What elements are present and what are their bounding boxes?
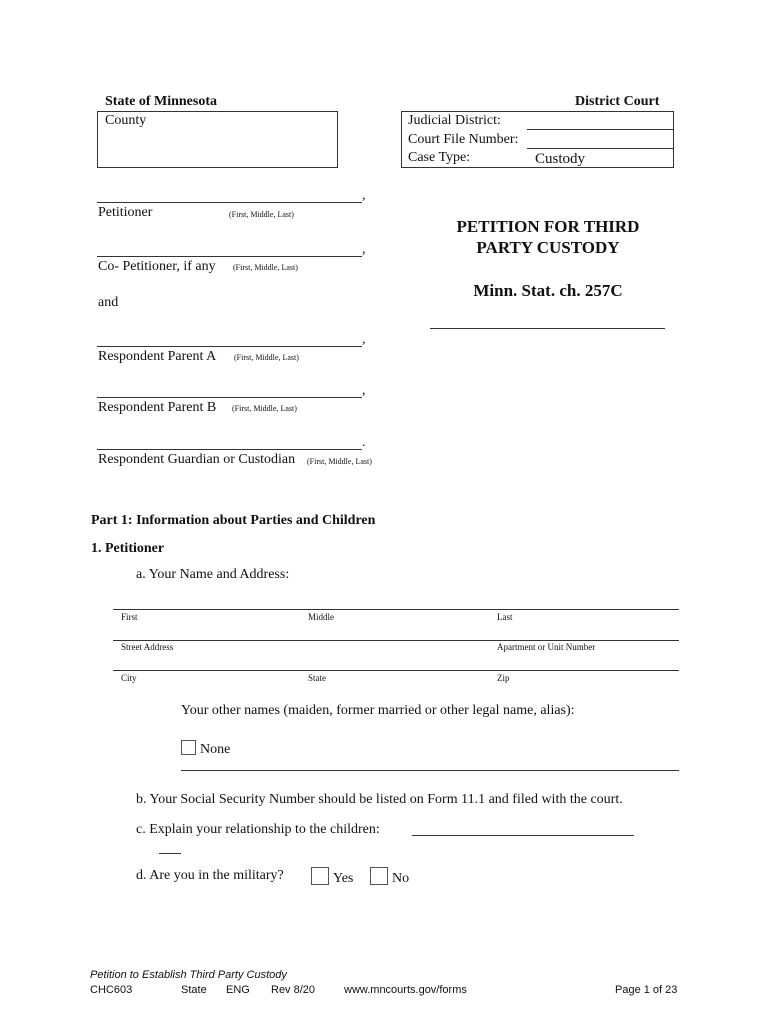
street-address-field[interactable]: Street Address [121,642,174,652]
military-yes-option[interactable] [311,867,353,887]
footer-rev: Rev 8/20 [271,984,316,996]
county-label: County [105,113,147,128]
footer-form-title: Petition to Establish Third Party Custody [90,969,287,981]
military-no-option[interactable] [370,867,409,887]
state-field[interactable]: State [308,673,326,683]
footer-url[interactable]: www.mncourts.gov/forms [344,984,467,996]
part1-heading: Part 1: Information about Parties and Children [91,513,376,528]
petitioner-label: Petitioner [98,205,153,220]
petitioner-name-line[interactable] [97,202,362,203]
guardian-name-line[interactable] [97,449,362,450]
military-no-checkbox[interactable] [370,867,388,885]
address-rule-2 [113,640,679,641]
relationship-label: c. Explain your relationship to the children: [136,822,380,837]
none-checkbox[interactable] [181,740,196,755]
petitioner-section-heading: 1. Petitioner [91,541,165,556]
ssn-text: b. Your Social Security Number should be listed on Form 11.1 and filed with the court. [136,792,623,807]
military-question: d. Are you in the military? [136,868,284,883]
other-names-label: Your other names (maiden, former married or other legal name, alias): [181,703,575,718]
and-label: and [98,295,119,310]
guardian-hint: (First, Middle, Last) [307,457,372,466]
judicial-district-field[interactable] [527,129,673,130]
last-name-field[interactable]: Last [497,612,513,622]
statute-label: Minn. Stat. ch. 257C [473,281,623,300]
court-file-number-field[interactable] [527,148,673,149]
military-yes-label: Yes [333,871,354,886]
address-rule-3 [113,670,679,671]
none-label: None [200,742,231,757]
respondent-b-label: Respondent Parent B [98,400,217,415]
case-info-box [401,111,674,168]
relationship-field-cont[interactable] [159,853,181,854]
co-petitioner-name-line[interactable] [97,256,362,257]
name-address-label: a. Your Name and Address: [136,567,290,582]
address-top-rule [113,609,679,610]
respondent-a-comma: , [362,332,366,347]
relationship-field[interactable] [412,835,634,836]
footer-state: State [181,984,207,996]
respondent-b-hint: (First, Middle, Last) [232,404,297,413]
footer-form-code: CHC603 [90,984,133,996]
respondent-a-label: Respondent Parent A [98,349,217,364]
form-title-line1: PETITION FOR THIRD [456,217,640,236]
other-names-field[interactable] [181,770,679,771]
city-field[interactable]: City [121,673,137,683]
middle-name-field[interactable]: Middle [308,612,334,622]
petitioner-comma: , [362,188,366,203]
case-type-value: Custody [535,151,586,167]
co-petitioner-label: Co- Petitioner, if any [98,259,216,274]
co-petitioner-hint: (First, Middle, Last) [233,263,298,272]
respondent-a-name-line[interactable] [97,346,362,347]
respondent-b-comma: , [362,383,366,398]
title-divider [430,328,665,329]
court-file-number-label: Court File Number: [408,132,519,147]
military-yes-checkbox[interactable] [311,867,329,885]
form-title-line2: PARTY CUSTODY [476,238,620,257]
county-box[interactable] [97,111,338,168]
apartment-field[interactable]: Apartment or Unit Number [497,642,596,652]
none-option[interactable] [181,740,230,758]
guardian-period: . [362,435,366,450]
case-type-label: Case Type: [408,150,471,165]
first-name-field[interactable]: First [121,612,138,622]
footer-page-number: Page 1 of 23 [615,984,678,996]
military-no-label: No [392,871,410,886]
petitioner-hint: (First, Middle, Last) [229,210,294,219]
judicial-district-label: Judicial District: [408,113,501,128]
court-label: District Court [575,94,660,109]
zip-field[interactable]: Zip [497,673,510,683]
respondent-a-hint: (First, Middle, Last) [234,353,299,362]
co-petitioner-comma: , [362,242,366,257]
guardian-label: Respondent Guardian or Custodian [98,452,296,467]
footer-lang: ENG [226,984,250,996]
state-label: State of Minnesota [105,94,217,109]
respondent-b-name-line[interactable] [97,397,362,398]
